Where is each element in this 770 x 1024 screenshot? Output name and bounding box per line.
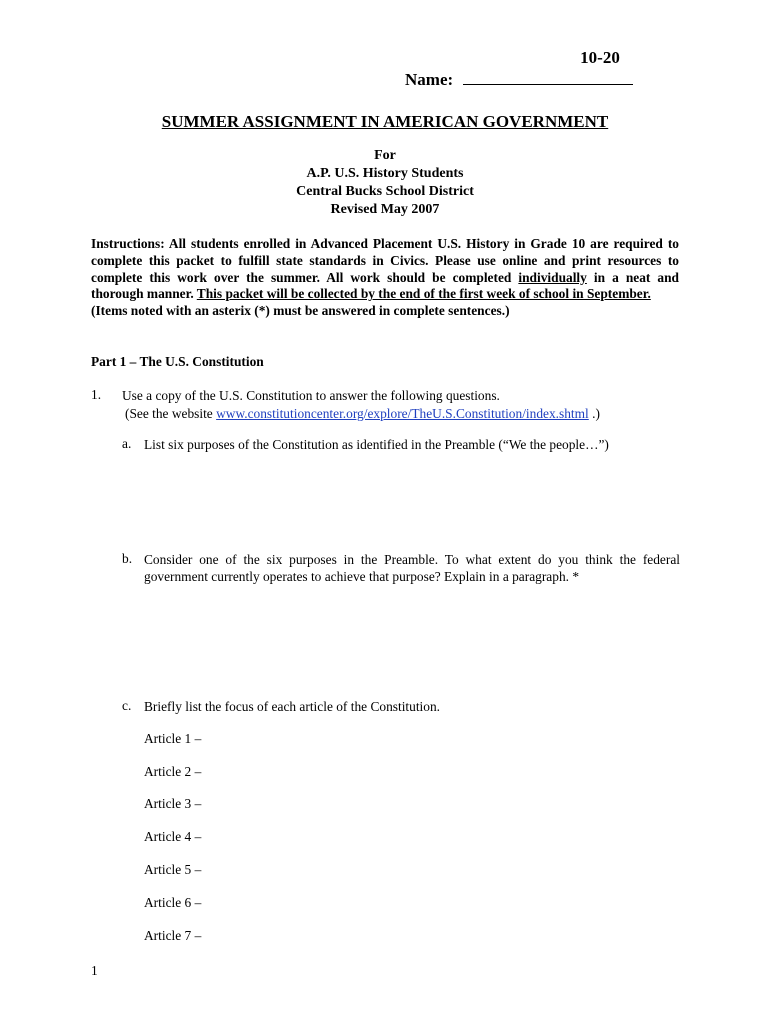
- article-2-label: Article 2 –: [144, 764, 202, 779]
- instructions-text-2: in a neat and thorough manner.: [91, 269, 679, 302]
- instructions-paragraph: [91, 236, 679, 320]
- instructions-asterisk-note: (Items noted with an asterix (*) must be answered in complete sentences.): [91, 303, 510, 319]
- constitution-center-link[interactable]: www.constitutioncenter.org/explore/TheU.S.Constitution/index.shtml: [216, 405, 589, 421]
- question-1-prompt: Use a copy of the U.S. Constitution to answer the following questions.: [122, 388, 500, 403]
- subtitle-for: For: [374, 148, 396, 163]
- article-1-label: Article 1 –: [144, 731, 202, 746]
- website-suffix: .): [588, 405, 600, 421]
- name-label: Name:: [405, 70, 454, 89]
- article-5-label: Article 5 –: [144, 862, 202, 877]
- page-number: 1: [91, 963, 98, 978]
- article-4-label: Article 4 –: [144, 829, 202, 844]
- subtitle-district: Central Bucks School District: [296, 184, 474, 199]
- subtitle-revised: Revised May 2007: [330, 202, 440, 217]
- name-field: [405, 68, 633, 90]
- question-1-text: [122, 387, 600, 422]
- document-code: 10-20: [580, 48, 620, 67]
- question-1a-letter: a.: [122, 436, 132, 451]
- question-1a-text: List six purposes of the Constitution as identified in the Preamble (“We the people…”): [144, 437, 609, 452]
- subtitle-audience: A.P. U.S. History Students: [306, 166, 464, 181]
- article-3-label: Article 3 –: [144, 796, 202, 811]
- page-title-text: SUMMER ASSIGNMENT IN AMERICAN GOVERNMENT: [161, 112, 609, 131]
- page-title: [0, 112, 770, 132]
- article-6-label: Article 6 –: [144, 895, 202, 910]
- name-blank-line: [463, 68, 633, 85]
- question-1c-letter: c.: [122, 698, 132, 713]
- question-1b-letter: b.: [122, 551, 133, 566]
- question-1c-text: Briefly list the focus of each article of the Constitution.: [144, 699, 441, 714]
- question-1-number: 1.: [91, 387, 102, 402]
- article-7-label: Article 7 –: [144, 928, 202, 943]
- question-1b-text: Consider one of the six purposes in the Preamble. To what extent do you think the federal government currently operates to achieve that purpose? Explain in a paragraph. *: [144, 552, 680, 584]
- website-prefix: (See the website: [125, 405, 217, 421]
- instructions-individually: individually: [518, 269, 587, 285]
- instructions-collected-notice: This packet will be collected by the end of the first week of school in September.: [196, 286, 651, 302]
- question-1-website-note: [122, 405, 600, 423]
- instructions-text-1: Instructions: All students enrolled in Advanced Placement U.S. History in Grade 10 are required to complete this packet to fulfill state standards in Civics. Please use online and print resources to complete this work over the summer. All work should be completed: [91, 236, 679, 285]
- part-1-heading: Part 1 – The U.S. Constitution: [91, 354, 264, 369]
